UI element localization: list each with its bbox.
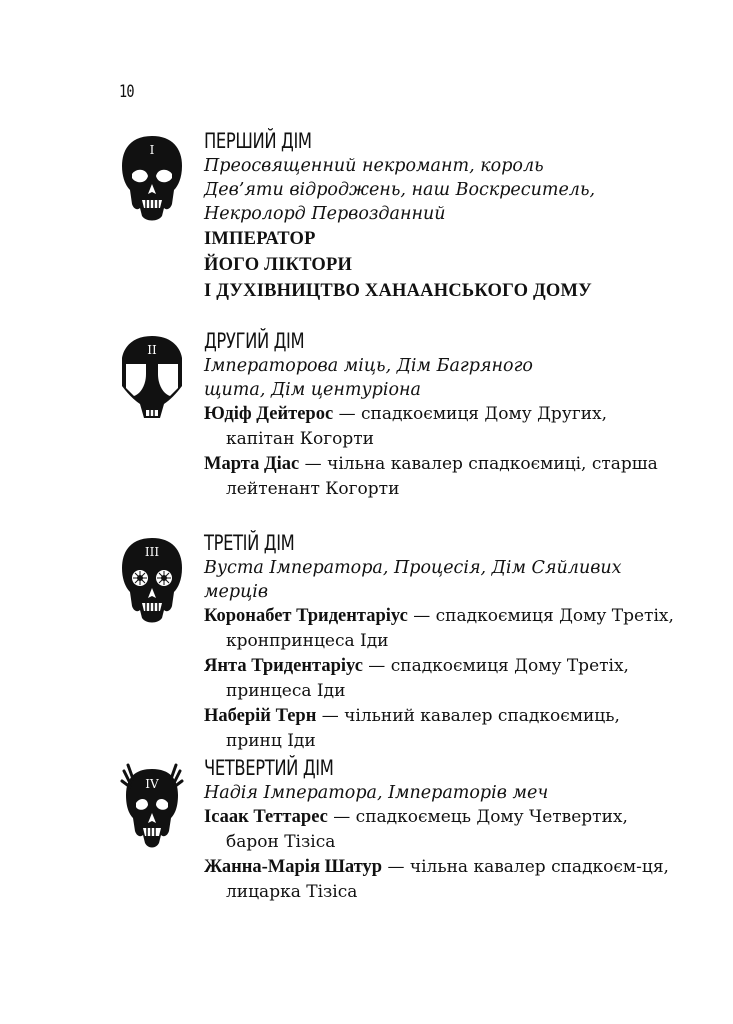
member-role: — чільна кавалер спадкоєм-ця, лицарка Тізіса [226, 857, 669, 902]
house-tagline: Преосвященний некромант, король Дев’яти відроджень, наш Воскреситель, Некролорд Первозданний [204, 156, 596, 224]
bold-line: ЙОГО ЛІКТОРИ [204, 255, 353, 275]
svg-text:III: III [144, 545, 160, 559]
member-entry [204, 402, 680, 452]
member-entry [204, 654, 680, 704]
bold-line: І ДУХІВНИЦТВО ХАНААНСЬКОГО ДОМУ [204, 281, 592, 301]
member-entry [204, 805, 680, 855]
member-entry [204, 855, 680, 905]
laurel-skull-emblem-icon [120, 761, 184, 851]
skull-emblem-icon [120, 134, 184, 224]
member-name: Наберій Терн [204, 706, 317, 726]
house-tagline: Імператорова міць, Дім Багряного щита, Дім центуріона [204, 356, 533, 400]
member-role: — спадкоємиця Дому Других, капітан Когорти [226, 404, 608, 449]
member-name: Янта Тридентаріус [204, 656, 363, 676]
member-entry [204, 704, 680, 754]
house-title: ЧЕТВЕРТИЙ ДІМ [204, 756, 334, 780]
member-role: — спадкоємиця Дому Третіх, принцеса Іди [226, 656, 629, 701]
member-role: — чільна кавалер спадкоємиці, старша лейтенант Когорти [226, 454, 658, 499]
sun-eye-skull-emblem-icon [120, 536, 184, 626]
member-name: Жанна-Марія Шатур [204, 857, 383, 877]
member-name: Ісаак Теттарес [204, 807, 328, 827]
member-role: — спадкоємиця Дому Третіх, кронпринцеса Іди [226, 606, 674, 651]
numeral-label: I [149, 143, 155, 157]
helmet-skull-emblem-icon [120, 334, 184, 424]
house-title: ТРЕТІЙ ДІМ [204, 531, 295, 555]
house-tagline: Вуста Імператора, Процесія, Дім Сяйливих мерців [204, 558, 622, 602]
svg-text:IV: IV [145, 777, 159, 791]
member-entry [204, 452, 680, 502]
page-number: 10 [119, 82, 134, 102]
member-role: — чільний кавалер спадкоємиць, принц Іди [226, 706, 620, 751]
member-role: — спадкоємець Дому Четвертих, барон Тізіса [226, 807, 628, 852]
house-title: ПЕРШИЙ ДІМ [204, 129, 312, 153]
house-tagline: Надія Імператора, Імператорів меч [204, 783, 549, 803]
house-title: ДРУГИЙ ДІМ [204, 329, 305, 353]
svg-text:II: II [147, 343, 157, 357]
member-entry [204, 604, 680, 654]
bold-line: ІМПЕРАТОР [204, 229, 316, 249]
member-name: Марта Діас [204, 454, 300, 474]
member-name: Коронабет Тридентаріус [204, 606, 408, 626]
member-name: Юдіф Дейтерос [204, 404, 334, 424]
